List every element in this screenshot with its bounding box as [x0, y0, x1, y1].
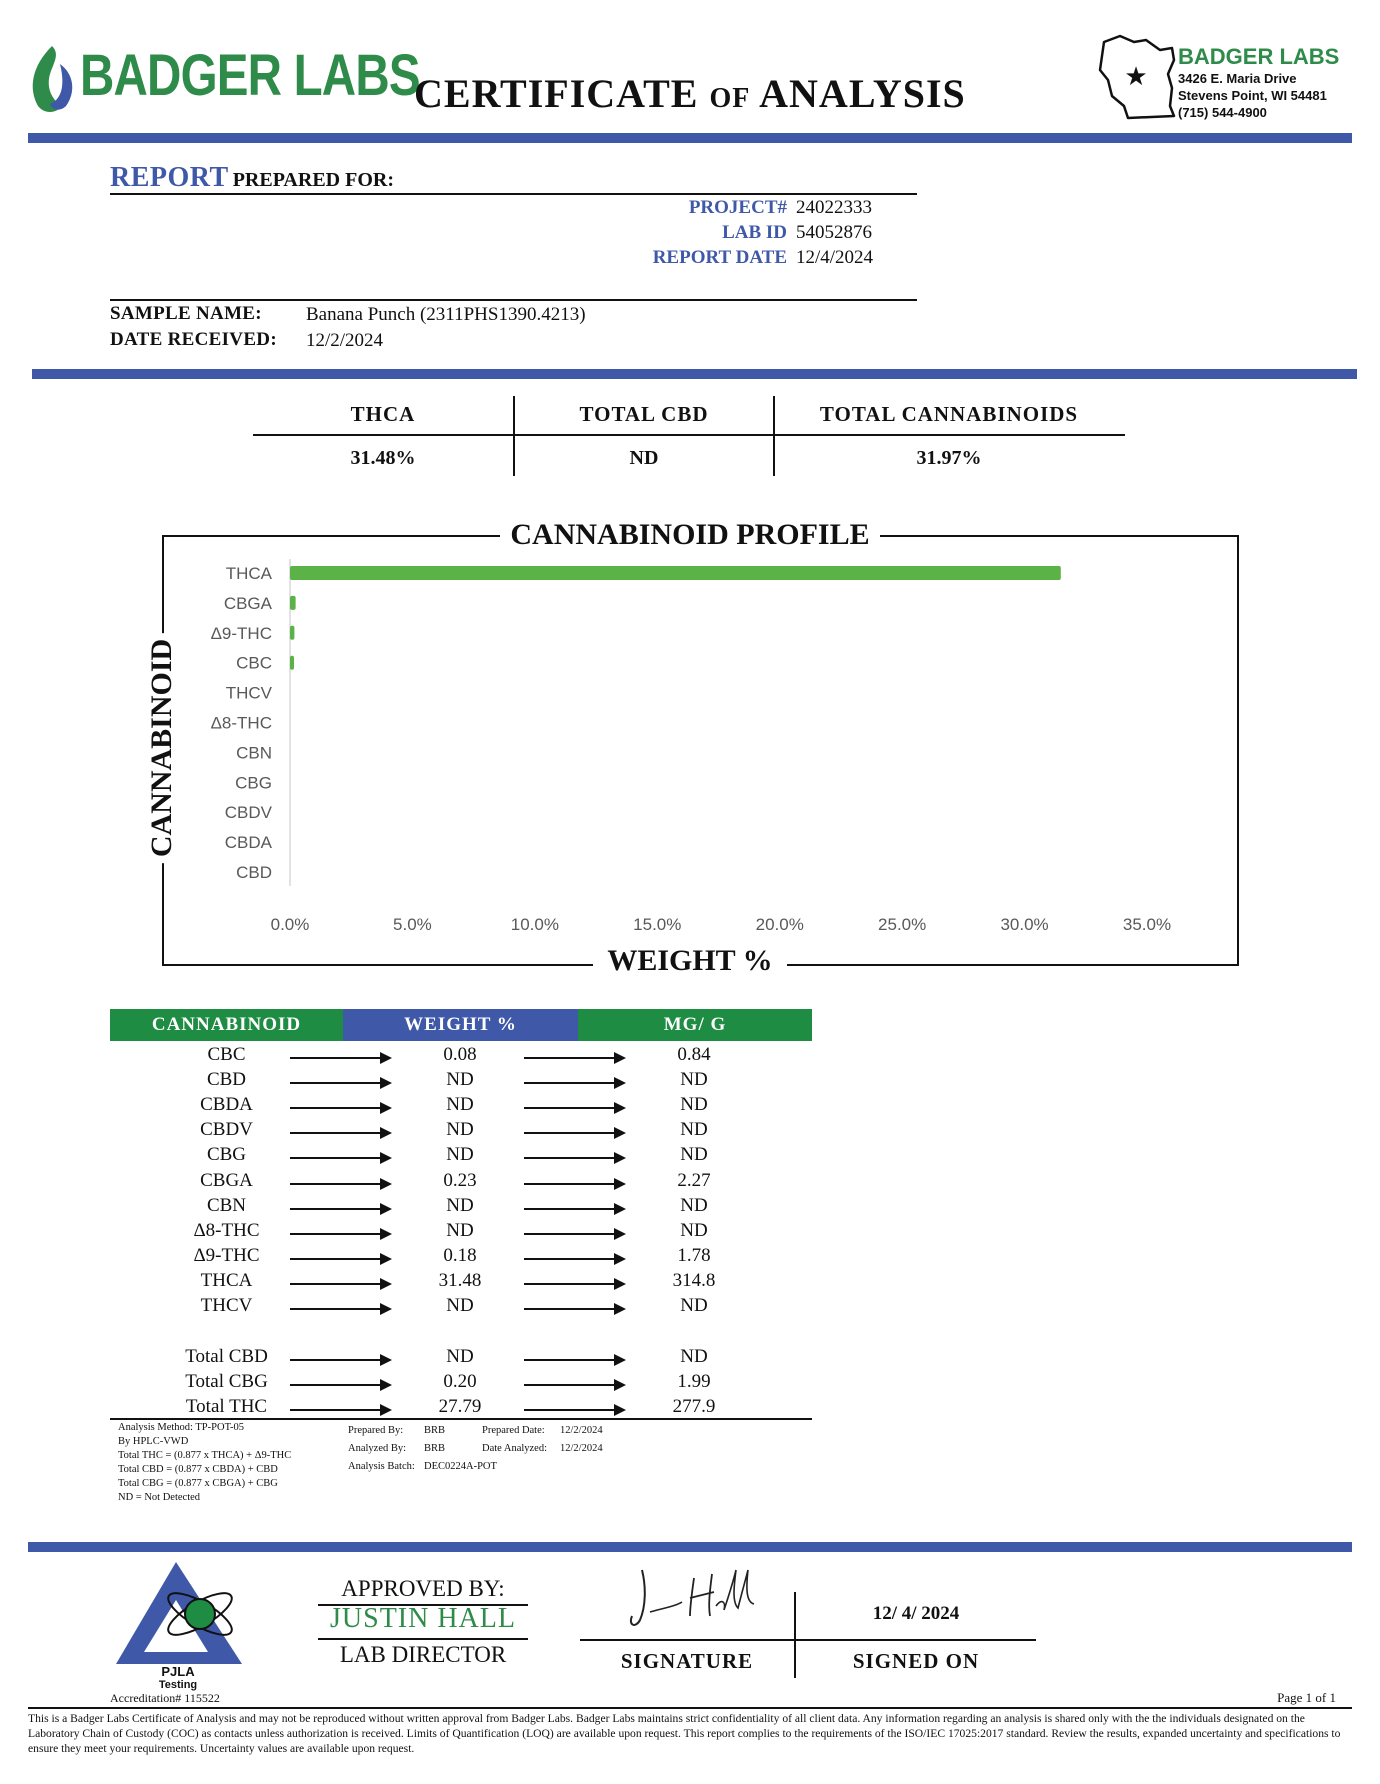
signature-label: SIGNATURE: [620, 1649, 754, 1673]
chart-x-tick-label: 0.0%: [270, 915, 310, 934]
table-row-cannabinoid: CBC: [207, 1044, 246, 1065]
table-row-cannabinoid: THCA: [200, 1269, 253, 1291]
table-row-mg-g: 277.9: [672, 1396, 716, 1418]
table-row-cannabinoid: CBD: [206, 1069, 247, 1091]
badger-labs-logo-text: BADGER LABS: [80, 43, 420, 108]
sample-name-value: Banana Punch (2311PHS1390.4213): [306, 304, 586, 325]
table-row-mg-g: ND: [680, 1219, 708, 1241]
signed-on-label: SIGNED ON: [852, 1649, 980, 1673]
summary-total-cbd-value: ND: [629, 447, 659, 469]
chart-category-label: CBD: [236, 863, 272, 882]
table-row-mg-g: ND: [680, 1069, 708, 1091]
table-row-mg-g: ND: [680, 1119, 708, 1141]
title-of: OF: [709, 83, 751, 114]
signature-rule: [580, 1639, 1036, 1641]
project-label: PROJECT#: [688, 197, 787, 218]
table-bottom-rule: [110, 1418, 812, 1420]
table-row-mg-g: ND: [680, 1094, 708, 1116]
table-row-mg-g: 1.78: [677, 1244, 711, 1266]
chart-bar: [290, 626, 294, 640]
row-arrow-icon: [524, 1107, 624, 1109]
chart-category-label: CBC: [236, 653, 272, 673]
page-number: Page 1 of 1: [1277, 1690, 1336, 1705]
row-arrow-icon: [290, 1233, 390, 1235]
analyzed-date-value: 12/2/2024: [560, 1443, 603, 1454]
prepared-by-label: Prepared By:: [348, 1425, 404, 1436]
footer-divider: [28, 1542, 1352, 1552]
row-arrow-icon: [290, 1208, 390, 1210]
table-row-cannabinoid: CBN: [206, 1194, 247, 1216]
row-arrow-icon: [290, 1283, 390, 1285]
analysis-batch-label: Analysis Batch:: [348, 1461, 415, 1472]
lab-name: BADGER LABS: [1178, 44, 1340, 69]
title-analysis: ANALYSIS: [759, 71, 966, 116]
signed-on-value: 12/ 4/ 2024: [872, 1603, 960, 1624]
table-row-weight: 27.79: [438, 1396, 482, 1418]
chart-x-tick-label: 25.0%: [878, 915, 927, 934]
table-row-mg-g: 1.99: [677, 1371, 711, 1393]
note-line: By HPLC-VWD: [118, 1436, 189, 1447]
table-header-mg-g: MG/ G: [578, 1009, 812, 1041]
table-row-weight: 0.20: [443, 1371, 477, 1393]
approved-rule-2: [318, 1638, 528, 1640]
row-arrow-icon: [524, 1359, 624, 1361]
table-row-weight: 0.23: [443, 1169, 477, 1191]
note-line: Total THC = (0.877 x THCA) + Δ9-THC: [118, 1450, 292, 1461]
approver-title: LAB DIRECTOR: [339, 1642, 507, 1667]
pjla-testing-text: Testing: [158, 1679, 198, 1691]
sample-name-label: SAMPLE NAME:: [110, 303, 262, 324]
table-row-weight: 0.08: [443, 1044, 477, 1065]
date-received-value: 12/2/2024: [306, 330, 384, 351]
report-date-label: REPORT DATE: [652, 247, 787, 268]
row-arrow-icon: [290, 1384, 390, 1386]
table-row-cannabinoid: CBDV: [200, 1119, 253, 1141]
table-row-weight: ND: [446, 1219, 474, 1241]
prepared-date-value: 12/2/2024: [560, 1425, 603, 1436]
table-row-cannabinoid: Total CBD: [185, 1346, 268, 1367]
pjla-text: PJLA: [161, 1664, 195, 1679]
report-date-value: 12/4/2024: [796, 247, 874, 268]
chart-category-label: CBG: [235, 773, 272, 793]
row-arrow-icon: [290, 1409, 390, 1411]
table-header-weight: WEIGHT %: [343, 1009, 578, 1041]
analyzed-date-label: Date Analyzed:: [482, 1443, 548, 1454]
note-line: ND = Not Detected: [118, 1492, 201, 1503]
chart-x-tick-label: 20.0%: [755, 915, 804, 934]
report-heading: REPORT: [110, 162, 229, 193]
row-arrow-icon: [524, 1233, 624, 1235]
table-row-weight: 0.18: [443, 1244, 477, 1266]
prepared-date-label: Prepared Date:: [482, 1425, 545, 1436]
row-arrow-icon: [524, 1258, 624, 1260]
table-row-weight: ND: [446, 1069, 474, 1091]
lab-phone: (715) 544-4900: [1178, 105, 1267, 120]
row-arrow-icon: [524, 1057, 624, 1059]
summary-total-cannabinoids-value: 31.97%: [916, 447, 982, 469]
disclaimer-text: This is a Badger Labs Certificate of Analysis and may not be reproduced without written approval from Badger Labs. Badger Labs maintains strict confidentiality of all client data. Any information regarding an analysis is shared only with the the individuals designated on the Laboratory Chain of Custody (COC) as contacts unless authorization is received. Limits of Quantification (LOQ) are available upon request. This report complies to the requirements of the ISO/IEC 17025:2017 standard. Review the results, expanded uncertainty and specifications to ensure they meet your requirements. Uncertainty values are available upon request.: [28, 1712, 1341, 1755]
chart-bar: [290, 596, 296, 610]
row-arrow-icon: [290, 1183, 390, 1185]
row-arrow-icon: [290, 1132, 390, 1134]
table-row-weight: ND: [446, 1346, 474, 1367]
table-row-mg-g: 0.84: [677, 1044, 711, 1065]
row-arrow-icon: [290, 1258, 390, 1260]
summary-thca-header: THCA: [350, 402, 416, 426]
table-row-weight: ND: [446, 1119, 474, 1141]
chart-x-tick-label: 30.0%: [1000, 915, 1049, 934]
lab-street: 3426 E. Maria Drive: [1178, 71, 1297, 86]
row-arrow-icon: [290, 1082, 390, 1084]
prepared-by-value: BRB: [424, 1425, 446, 1436]
analyzed-by-value: BRB: [424, 1443, 446, 1454]
row-arrow-icon: [524, 1409, 624, 1411]
chart-y-axis-title: CANNABINOID: [145, 633, 179, 863]
lab-id-label: LAB ID: [722, 222, 787, 243]
summary-total-cbd-header: TOTAL CBD: [579, 402, 709, 426]
note-line: Analysis Method: TP-POT-05: [118, 1422, 245, 1433]
row-arrow-icon: [524, 1384, 624, 1386]
row-arrow-icon: [290, 1157, 390, 1159]
table-row-cannabinoid: Total CBG: [185, 1371, 268, 1393]
table-row-mg-g: ND: [680, 1194, 708, 1216]
row-arrow-icon: [290, 1308, 390, 1310]
accreditation-number: Accreditation# 115522: [110, 1691, 220, 1705]
row-arrow-icon: [524, 1308, 624, 1310]
chart-title: CANNABINOID PROFILE: [0, 518, 1380, 552]
table-row-weight: ND: [446, 1295, 474, 1316]
title-certificate: CERTIFICATE: [414, 71, 699, 116]
project-value: 24022333: [796, 197, 872, 218]
chart-x-tick-label: 5.0%: [393, 915, 432, 934]
approver-name: JUSTIN HALL: [330, 1603, 516, 1634]
pjla-accreditation-logo-icon: [114, 1560, 244, 1668]
table-row-cannabinoid: Δ8-THC: [193, 1219, 260, 1241]
date-received-label: DATE RECEIVED:: [110, 329, 277, 350]
chart-category-label: CBDV: [224, 803, 272, 823]
table-row-mg-g: 2.27: [677, 1169, 711, 1191]
disclaimer-rule: [28, 1707, 1352, 1709]
analysis-notes: [118, 1421, 291, 1505]
analysis-batch-value: DEC0224A-POT: [424, 1461, 497, 1472]
chart-x-tick-label: 15.0%: [633, 915, 682, 934]
approved-by-label: APPROVED BY:: [341, 1576, 505, 1601]
prepared-for-label: PREPARED FOR:: [232, 169, 394, 191]
row-arrow-icon: [524, 1082, 624, 1084]
lab-city: Stevens Point, WI 54481: [1178, 88, 1327, 103]
table-row-mg-g: 314.8: [672, 1269, 716, 1291]
table-row-cannabinoid: CBGA: [200, 1169, 253, 1191]
summary-thca-value: 31.48%: [350, 447, 416, 469]
table-row-cannabinoid: Total THC: [185, 1396, 268, 1418]
row-arrow-icon: [290, 1057, 390, 1059]
chart-x-tick-label: 10.0%: [510, 915, 559, 934]
svg-text:★: ★: [1124, 62, 1148, 92]
table-row-cannabinoid: THCV: [200, 1295, 253, 1316]
table-row-weight: 31.48: [438, 1269, 482, 1291]
lab-id-value: 54052876: [796, 222, 872, 243]
analyzed-by-label: Analyzed By:: [348, 1443, 407, 1454]
row-arrow-icon: [290, 1107, 390, 1109]
table-row-mg-g: ND: [680, 1346, 708, 1367]
summary-total-cannabinoids-header: TOTAL CANNABINOIDS: [819, 402, 1079, 426]
table-row-weight: ND: [446, 1144, 474, 1166]
chart-category-label: Δ8-THC: [210, 713, 272, 733]
chart-category-label: THCA: [225, 564, 272, 583]
table-row-mg-g: ND: [680, 1144, 708, 1166]
table-header-cannabinoid: CANNABINOID: [110, 1009, 343, 1041]
chart-bar: [290, 656, 294, 670]
table-row-weight: ND: [446, 1094, 474, 1116]
table-row-weight: ND: [446, 1194, 474, 1216]
chart-bar: [290, 566, 1061, 580]
row-arrow-icon: [524, 1132, 624, 1134]
chart-x-tick-label: 35.0%: [1122, 915, 1172, 934]
chart-category-label: CBDA: [224, 833, 272, 853]
row-arrow-icon: [524, 1283, 624, 1285]
table-row-cannabinoid: CBG: [206, 1144, 247, 1166]
note-line: Total CBG = (0.877 x CBGA) + CBG: [118, 1478, 278, 1489]
row-arrow-icon: [524, 1157, 624, 1159]
handwritten-signature-icon: [620, 1562, 770, 1642]
table-row-cannabinoid: Δ9-THC: [193, 1244, 260, 1266]
chart-category-label: CBGA: [223, 593, 272, 613]
row-arrow-icon: [524, 1208, 624, 1210]
chart-category-label: THCV: [225, 683, 272, 703]
row-arrow-icon: [524, 1183, 624, 1185]
chart-category-label: CBN: [236, 743, 272, 763]
row-arrow-icon: [290, 1359, 390, 1361]
chart-x-axis-title: WEIGHT %: [0, 944, 1380, 978]
table-row-cannabinoid: CBDA: [200, 1094, 253, 1116]
table-row-mg-g: ND: [680, 1295, 708, 1316]
note-line: Total CBD = (0.877 x CBDA) + CBD: [118, 1464, 278, 1475]
chart-category-label: Δ9-THC: [210, 623, 272, 643]
